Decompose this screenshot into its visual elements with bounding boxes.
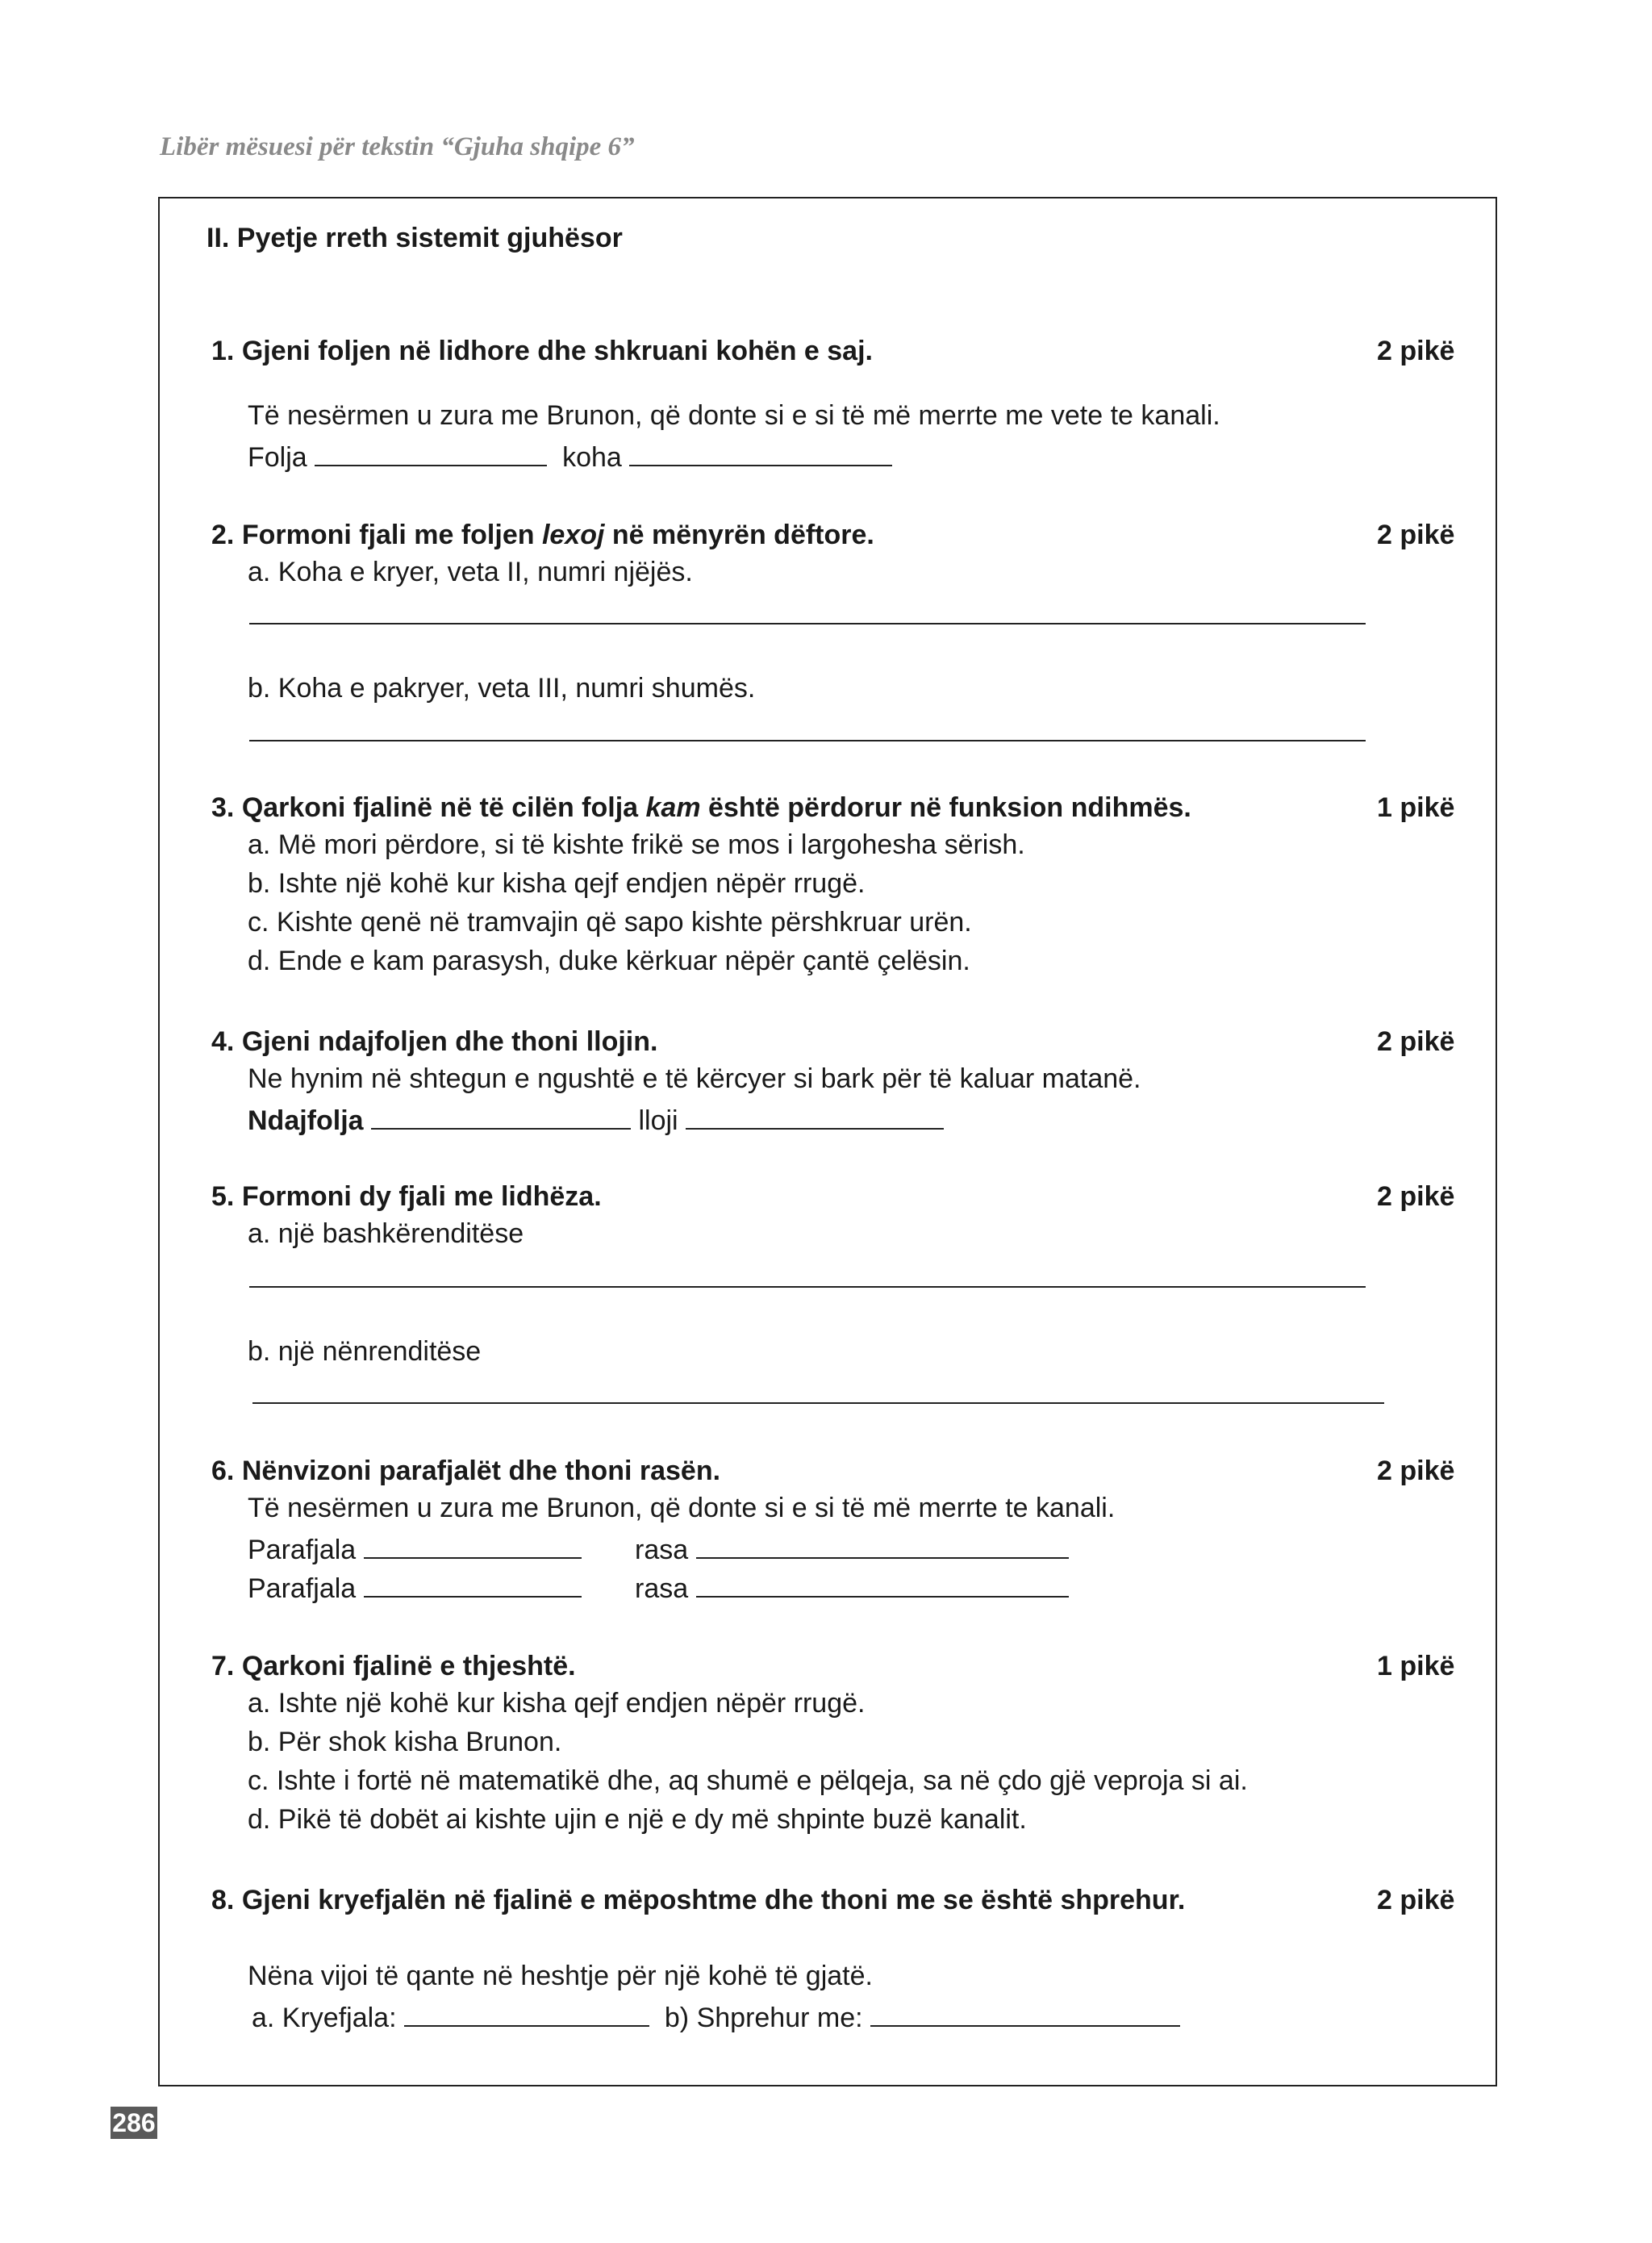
question-1-number: 1.: [211, 336, 235, 366]
question-2-text-start: Formoni fjali me foljen: [241, 520, 542, 550]
shprehur-label: b) Shprehur me:: [664, 2003, 863, 2033]
question-5-points: 2 pikë: [1377, 1181, 1455, 1212]
question-4-number: 4.: [211, 1026, 235, 1057]
question-3-number: 3.: [211, 792, 235, 823]
exercise-frame: [158, 197, 1497, 2086]
parafjala-label: Parafjala: [248, 1535, 357, 1565]
question-1-answer-row: [248, 441, 892, 471]
question-6-answer-row-2: [248, 1572, 582, 1602]
question-2-item-a: a. Koha e kryer, veta II, numri njëjës.: [248, 557, 693, 587]
question-3-option-b[interactable]: b. Ishte një kohë kur kisha qejf endjen nëpër rrugë.: [248, 868, 866, 899]
lloji-answer-line[interactable]: [686, 1104, 944, 1130]
rasa-answer-line[interactable]: [696, 1572, 1069, 1598]
question-3-text-end: është përdorur në funksion ndihmës.: [700, 792, 1191, 823]
question-8-points: 2 pikë: [1377, 1885, 1455, 1915]
koha-answer-line[interactable]: [629, 441, 892, 466]
parafjala-answer-line[interactable]: [364, 1572, 582, 1598]
question-4-answer-row: [248, 1104, 944, 1134]
question-2-text-end: në mënyrën dëftore.: [604, 520, 874, 550]
question-6-number: 6.: [211, 1456, 235, 1486]
question-6-sentence: Të nesërmen u zura me Brunon, që donte si e si të më merrte te kanali.: [248, 1493, 1116, 1523]
question-1-prompt: [211, 337, 873, 365]
folja-label: Folja: [248, 442, 307, 473]
question-5-item-a: a. një bashkërenditëse: [248, 1218, 524, 1249]
kryefjala-label: a. Kryefjala:: [252, 2003, 397, 2033]
question-3-option-a[interactable]: a. Më mori përdore, si të kishte frikë se mos i largohesha sërish.: [248, 829, 1025, 860]
parafjala-answer-line[interactable]: [364, 1533, 582, 1559]
rasa-label: rasa: [635, 1535, 689, 1565]
question-6-prompt: [211, 1457, 720, 1485]
question-3-prompt: [211, 794, 1191, 821]
question-3-verb: kam: [645, 792, 701, 823]
question-8-number: 8.: [211, 1885, 235, 1915]
question-2-points: 2 pikë: [1377, 520, 1455, 550]
section-title: II. Pyetje rreth sistemit gjuhësor: [206, 223, 623, 253]
question-7-option-a[interactable]: a. Ishte një kohë kur kisha qejf endjen nëpër rrugë.: [248, 1688, 866, 1719]
question-2-number: 2.: [211, 520, 235, 550]
rasa-answer-line[interactable]: [696, 1533, 1069, 1559]
parafjala-label: Parafjala: [248, 1573, 357, 1604]
question-7-prompt: [211, 1652, 576, 1680]
question-1-text: Gjeni foljen në lidhore dhe shkruani kohën e saj.: [241, 336, 873, 366]
question-4-points: 2 pikë: [1377, 1026, 1455, 1057]
question-8-prompt: [211, 1886, 1185, 1914]
question-2-prompt: [211, 521, 874, 549]
question-7-option-b[interactable]: b. Për shok kisha Brunon.: [248, 1727, 562, 1757]
question-7-text: Qarkoni fjalinë e thjeshtë.: [241, 1651, 576, 1681]
question-3-option-d[interactable]: d. Ende e kam parasysh, duke kërkuar nëpër çantë çelësin.: [248, 946, 970, 976]
question-4-text: Gjeni ndajfoljen dhe thoni llojin.: [241, 1026, 658, 1057]
question-2-verb: lexoj: [541, 520, 605, 550]
question-7-option-d[interactable]: d. Pikë të dobët ai kishte ujin e një e dy më shpinte buzë kanalit.: [248, 1804, 1027, 1835]
rasa-label: rasa: [635, 1573, 689, 1604]
question-6-answer-row-1: [248, 1533, 582, 1564]
question-1-points: 2 pikë: [1377, 336, 1455, 366]
koha-label: koha: [562, 442, 622, 473]
question-6-rasa-row-2: [635, 1572, 1069, 1602]
question-5-text: Formoni dy fjali me lidhëza.: [241, 1181, 602, 1212]
question-4-prompt: [211, 1028, 657, 1055]
question-1-sentence: Të nesërmen u zura me Brunon, që donte si e si të më merrte me vete te kanali.: [248, 400, 1220, 431]
question-5a-answer-line[interactable]: [249, 1286, 1366, 1288]
question-6-text: Nënvizoni parafjalët dhe thoni rasën.: [241, 1456, 721, 1486]
question-2-item-b: b. Koha e pakryer, veta III, numri shumës.: [248, 673, 756, 704]
question-2a-answer-line[interactable]: [249, 623, 1366, 624]
folja-answer-line[interactable]: [315, 441, 547, 466]
running-header: Libër mësuesi për tekstin “Gjuha shqipe 6”: [160, 132, 635, 161]
kryefjala-answer-line[interactable]: [404, 2001, 649, 2027]
shprehur-answer-line[interactable]: [870, 2001, 1180, 2027]
lloji-label: lloji: [638, 1105, 678, 1136]
question-3-points: 1 pikë: [1377, 792, 1455, 823]
question-6-points: 2 pikë: [1377, 1456, 1455, 1486]
question-7-number: 7.: [211, 1651, 235, 1681]
question-8-text: Gjeni kryefjalën në fjalinë e mëposhtme dhe thoni me se është shprehur.: [241, 1885, 1186, 1915]
question-2b-answer-line[interactable]: [249, 740, 1366, 741]
question-4-sentence: Ne hynim në shtegun e ngushtë e të kërcyer si bark për të kaluar matanë.: [248, 1063, 1141, 1094]
question-7-option-c[interactable]: c. Ishte i fortë në matematikë dhe, aq shumë e pëlqeja, sa në çdo gjë veproja si ai.: [248, 1765, 1248, 1796]
question-5-number: 5.: [211, 1181, 235, 1212]
question-6-rasa-row-1: [635, 1533, 1069, 1564]
question-3-text-start: Qarkoni fjalinë në të cilën folja: [241, 792, 646, 823]
question-5-item-b: b. një nënrenditëse: [248, 1336, 482, 1367]
page-number: 286: [111, 2107, 157, 2139]
question-8-answer-row: [252, 2001, 1180, 2032]
ndajfolja-label: Ndajfolja: [248, 1105, 364, 1136]
ndajfolja-answer-line[interactable]: [371, 1104, 631, 1130]
question-5b-answer-line[interactable]: [252, 1402, 1384, 1404]
question-7-points: 1 pikë: [1377, 1651, 1455, 1681]
question-5-prompt: [211, 1183, 602, 1210]
question-8-sentence: Nëna vijoi të qante në heshtje për një kohë të gjatë.: [248, 1961, 873, 1991]
question-3-option-c[interactable]: c. Kishte qenë në tramvajin që sapo kishte përshkruar urën.: [248, 907, 972, 938]
